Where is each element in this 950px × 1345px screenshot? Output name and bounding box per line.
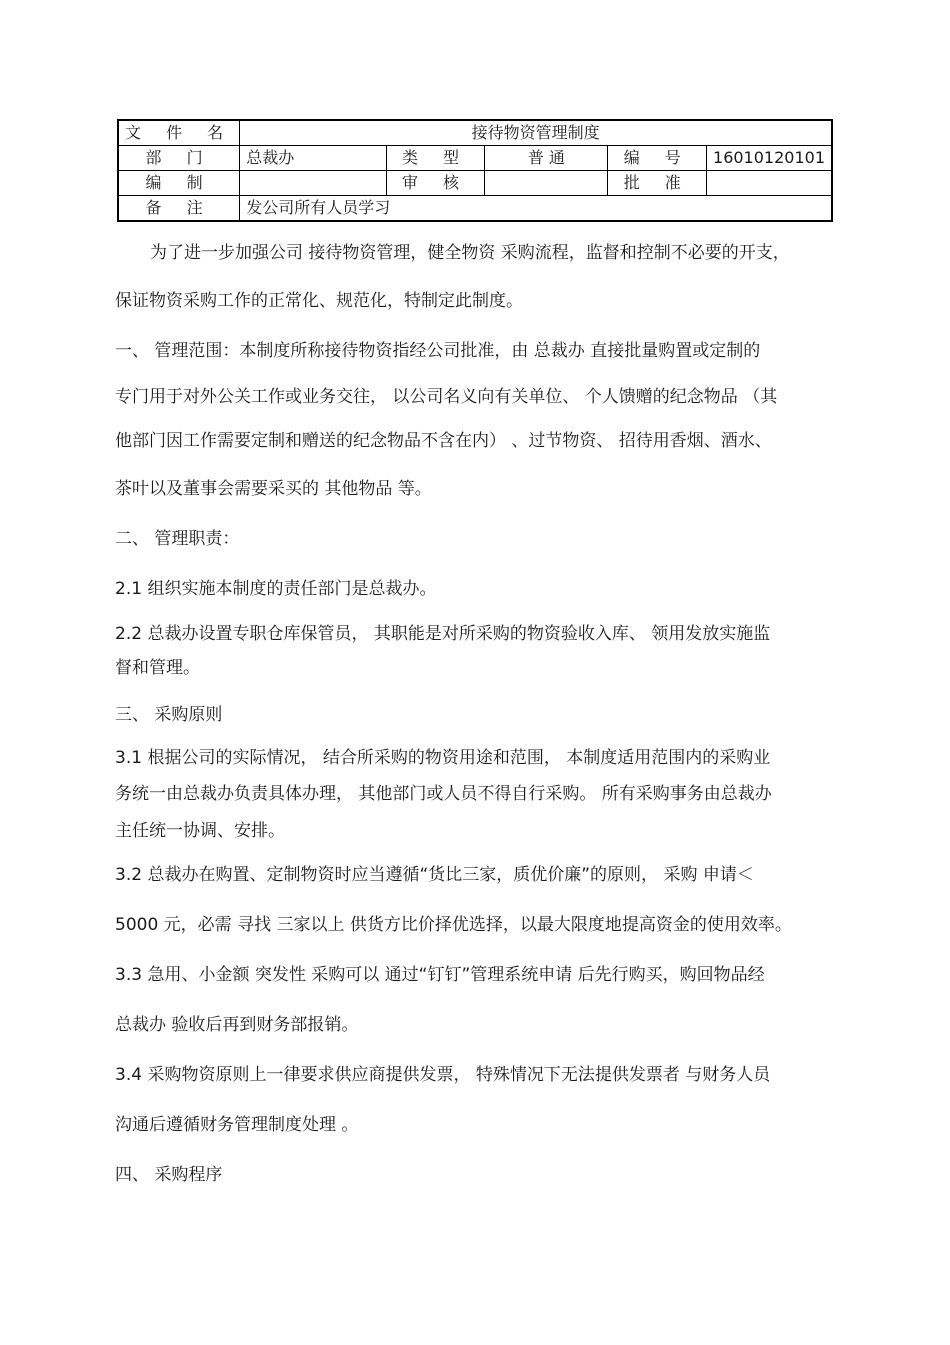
intro-line-2: 保证物资采购工作的正常化、规范化，特制定此制度。	[115, 291, 523, 311]
file-name-label: 文 件 名	[118, 120, 240, 146]
review-value	[485, 171, 608, 196]
item-3-3-line-1: 3.3 急用、小金额 突发性 采购可以 通过“钉钉”管理系统申请 后先行购买，购回物品经	[115, 965, 765, 985]
author-label: 编 制	[118, 171, 240, 196]
section-2-title: 二、 管理职责：	[115, 529, 240, 549]
item-2-2-line-2: 督和管理。	[115, 658, 200, 678]
section-3-title: 三、 采购原则	[115, 705, 223, 725]
section-1-line-2: 专门用于对外公关工作或业务交往， 以公司名义向有关单位、 个人馈赠的纪念物品 （其	[115, 387, 778, 407]
table-row	[118, 196, 832, 222]
item-3-3-line-2: 总裁办 验收后再到财务部报销。	[115, 1015, 359, 1035]
item-2-1: 2.1 组织实施本制度的责任部门是总裁办。	[115, 579, 437, 599]
document-number-label: 编 号	[608, 146, 707, 171]
item-3-1-line-2: 务统一由总裁办负责具体办理， 其他部门或人员不得自行采购。 所有采购事务由总裁办	[115, 784, 772, 804]
approve-value	[707, 171, 832, 196]
file-name-value: 接待物资管理制度	[240, 120, 832, 146]
item-3-4-line-2: 沟通后遵循财务管理制度处理 。	[115, 1115, 359, 1135]
intro-line-1: 为了进一步加强公司 接待物资管理，健全物资 采购流程，监督和控制不必要的开支，	[150, 243, 790, 263]
section-1-line-1: 一、 管理范围：本制度所称接待物资指经公司批准，由 总裁办 直接批量购置或定制的	[115, 341, 761, 361]
review-label: 审 核	[386, 171, 485, 196]
item-3-1-line-3: 主任统一协调、安排。	[115, 821, 285, 841]
section-4-title: 四、 采购程序	[115, 1165, 223, 1185]
table-row	[118, 120, 832, 146]
table-row	[118, 171, 832, 196]
department-value: 总裁办	[240, 146, 387, 171]
approve-label: 批 准	[608, 171, 707, 196]
item-3-1-line-1: 3.1 根据公司的实际情况， 结合所采购的物资用途和范围， 本制度适用范围内的采购业	[115, 748, 771, 768]
type-value: 普 通	[485, 146, 608, 171]
department-label: 部 门	[118, 146, 240, 171]
section-1-line-3: 他部门因工作需要定制和赠送的纪念物品不含在内） 、过节物资、 招待用香烟、酒水、	[115, 431, 772, 451]
item-2-2-line-1: 2.2 总裁办设置专职仓库保管员， 其职能是对所采购的物资验收入库、 领用发放实施监	[115, 624, 771, 644]
document-number-value: 16010120101	[707, 146, 832, 171]
item-3-2-line-2: 5000 元，必需 寻找 三家以上 供货方比价择优选择，以最大限度地提高资金的使用效率。	[115, 915, 792, 935]
type-label: 类 型	[386, 146, 485, 171]
item-3-4-line-1: 3.4 采购物资原则上一律要求供应商提供发票， 特殊情况下无法提供发票者 与财务人员	[115, 1065, 771, 1085]
author-value	[240, 171, 387, 196]
item-3-2-line-1: 3.2 总裁办在购置、定制物资时应当遵循“货比三家，质优价廉”的原则， 采购 申请＜	[115, 865, 754, 885]
section-1-line-4: 茶叶以及董事会需要采买的 其他物品 等。	[115, 479, 432, 499]
remark-value: 发公司所有人员学习	[240, 196, 832, 222]
table-row	[118, 146, 832, 171]
remark-label: 备 注	[118, 196, 240, 222]
document-header-table	[117, 119, 833, 222]
